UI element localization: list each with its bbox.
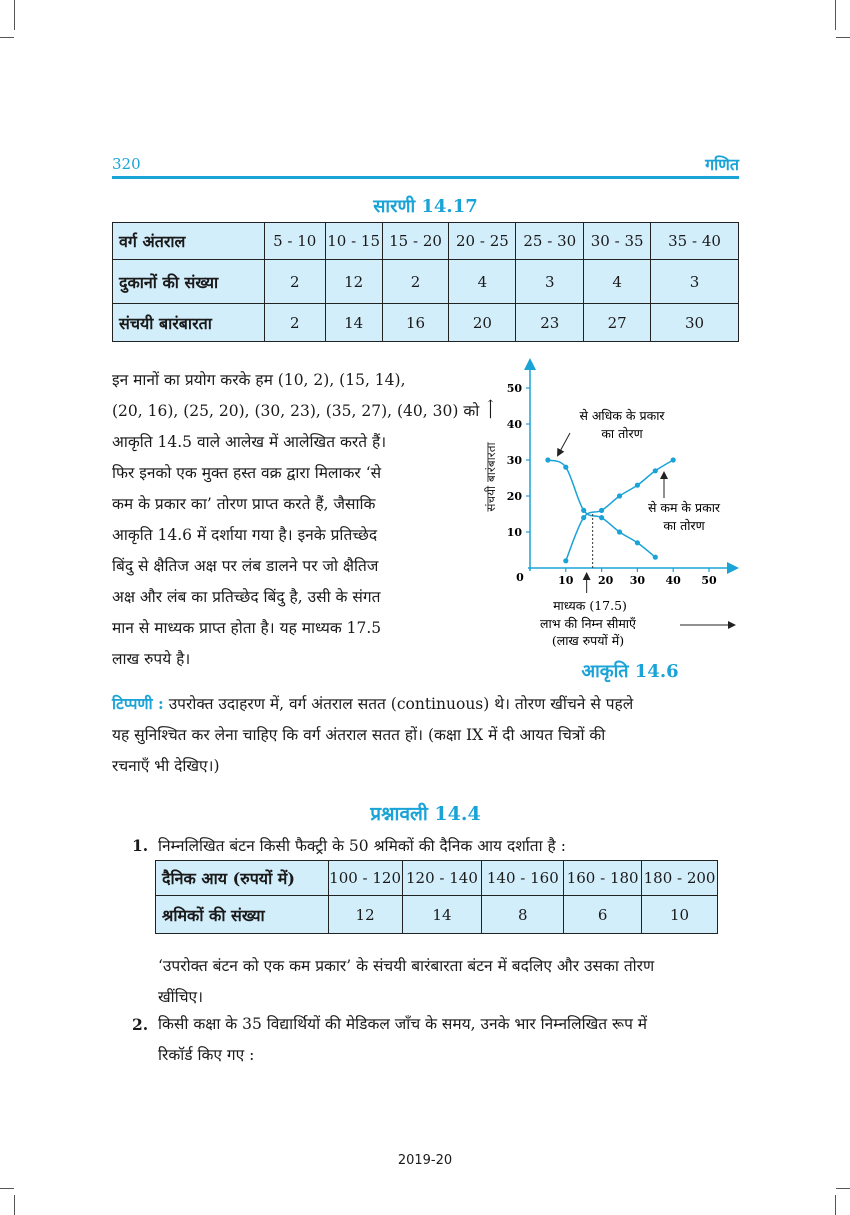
question-text xyxy=(158,1009,740,1071)
less-than-annotation: से कम के प्रकार xyxy=(647,500,721,515)
table-cell: 16 xyxy=(382,304,449,342)
paragraph-line: लाख रुपये है। xyxy=(112,650,191,668)
figure-caption: आकृति 14.6 xyxy=(581,661,679,682)
x-tick-label: 10 xyxy=(558,574,574,587)
header-rule xyxy=(112,176,739,179)
table-row xyxy=(156,861,718,896)
more-than-point xyxy=(653,555,658,560)
row-label: वर्ग अंतराल xyxy=(113,223,265,260)
question-line: किसी कक्षा के 35 विद्यार्थियों की मेडिकल जाँच के समय, उनके भार निम्नलिखित रूप में xyxy=(158,1015,648,1033)
table-cell: 10 - 15 xyxy=(325,223,382,260)
x-tick-label: 40 xyxy=(665,574,681,587)
table-cell: 5 - 10 xyxy=(264,223,325,260)
table-cell: 120 - 140 xyxy=(402,861,482,896)
paragraph-line: अक्ष और लंब का प्रतिच्छेद बिंदु है, उसी के संगत xyxy=(112,588,381,606)
table-row xyxy=(113,304,739,342)
y-tick-label: 40 xyxy=(506,418,522,431)
less-than-point xyxy=(635,483,640,488)
table-cell: 35 - 40 xyxy=(651,223,739,260)
y-tick-label: 10 xyxy=(506,526,522,539)
table-row xyxy=(156,896,718,934)
table-cell: 12 xyxy=(328,896,402,934)
note-line: रचनाएँ भी देखिए।) xyxy=(112,757,220,775)
row-label: संचयी बारंबारता xyxy=(113,304,265,342)
table-cell: 2 xyxy=(264,304,325,342)
more-than-point xyxy=(635,540,640,545)
x-tick-label: 30 xyxy=(629,574,646,587)
ogive-figure xyxy=(472,355,750,685)
question-number: 2. xyxy=(132,1015,149,1034)
table-cell: 25 - 30 xyxy=(516,223,584,260)
y-tick-label: 20 xyxy=(506,490,522,503)
table-cell: 10 xyxy=(642,896,718,934)
table-cell: 2 xyxy=(264,260,325,304)
table-cell: 4 xyxy=(584,260,651,304)
x-ticks xyxy=(558,568,717,587)
table-cell: 30 - 35 xyxy=(584,223,651,260)
crop-mark xyxy=(0,37,14,38)
subject-title: गणित xyxy=(705,155,739,174)
note-line: उपरोक्त उदाहरण में, वर्ग अंतराल सतत (continuous) थे। तोरण खींचने से पहले xyxy=(168,695,634,713)
page-number: 320 xyxy=(112,155,141,173)
less-than-point xyxy=(653,468,658,473)
body-paragraph xyxy=(112,365,480,675)
row-label: दुकानों की संख्या xyxy=(113,260,265,304)
crop-mark xyxy=(836,1188,850,1189)
table-cell: 160 - 180 xyxy=(564,861,642,896)
less-than-point xyxy=(671,457,676,462)
median-label: माध्यक (17.5) xyxy=(553,598,627,613)
more-than-annotation: से अधिक के प्रकार xyxy=(579,408,665,423)
table-cell: 2 xyxy=(382,260,449,304)
cumulative-frequency-table xyxy=(112,222,739,342)
more-than-point xyxy=(545,457,550,462)
table-cell: 3 xyxy=(651,260,739,304)
y-axis-label-arrow: ⟶ xyxy=(483,398,499,420)
note-label: टिप्पणी : xyxy=(112,694,164,713)
y-ticks xyxy=(507,382,530,539)
table-row xyxy=(113,260,739,304)
paragraph-line: मान से माध्यक प्राप्त होता है। यह माध्यक 17.5 xyxy=(112,619,382,637)
crop-mark xyxy=(835,0,836,30)
crop-mark xyxy=(836,37,850,38)
less-than-annotation: का तोरण xyxy=(663,518,705,533)
question-text: निम्नलिखित बंटन किसी फैक्ट्री के 50 श्रमिकों की दैनिक आय दर्शाता है : xyxy=(158,837,566,855)
table-cell: 20 - 25 xyxy=(449,223,516,260)
x-axis-label: लाभ की निम्न सीमाएँ xyxy=(540,616,636,631)
origin-label: 0 xyxy=(516,571,524,584)
y-tick-label: 50 xyxy=(506,382,522,395)
followup-line: ‘उपरोक्त बंटन को एक कम प्रकार’ के संचयी बारंबारता बंटन में बदलिए और उसका तोरण xyxy=(158,957,655,975)
table-row xyxy=(113,223,739,260)
more-than-pointer xyxy=(558,433,570,455)
question-number: 1. xyxy=(132,836,149,855)
x-tick-label: 50 xyxy=(701,574,717,587)
crop-mark xyxy=(835,1195,836,1215)
note-paragraph xyxy=(112,688,740,782)
daily-income-table xyxy=(155,860,718,934)
paragraph-line: फिर इनको एक मुक्त हस्त वक्र द्वारा मिलाकर ‘से xyxy=(112,464,382,482)
table-cell: 23 xyxy=(516,304,584,342)
footer-year: 2019-20 xyxy=(397,1153,453,1168)
table-caption: सारणी 14.17 xyxy=(373,196,478,217)
table-cell: 27 xyxy=(584,304,651,342)
less-than-point xyxy=(617,493,622,498)
more-than-point xyxy=(581,508,586,513)
table-cell: 12 xyxy=(325,260,382,304)
question-followup xyxy=(158,951,740,1013)
paragraph-line: इन मानों का प्रयोग करके हम (10, 2), (15, 14), xyxy=(112,371,406,389)
table-cell: 14 xyxy=(402,896,482,934)
table-cell: 20 xyxy=(449,304,516,342)
paragraph-line: (20, 16), (25, 20), (30, 23), (35, 27), (40, 30) को xyxy=(112,402,480,420)
table-cell: 15 - 20 xyxy=(382,223,449,260)
table-cell: 4 xyxy=(449,260,516,304)
more-than-point xyxy=(617,529,622,534)
table-cell: 180 - 200 xyxy=(642,861,718,896)
paragraph-line: आकृति 14.6 में दर्शाया गया है। इनके प्रतिच्छेद xyxy=(112,526,378,544)
paragraph-line: आकृति 14.5 वाले आलेख में आलेखित करते हैं। xyxy=(112,433,387,451)
crop-mark xyxy=(14,1195,15,1215)
x-tick-label: 20 xyxy=(597,574,614,587)
crop-mark xyxy=(0,1188,14,1189)
less-than-point xyxy=(581,515,586,520)
table-cell: 140 - 160 xyxy=(482,861,564,896)
crop-mark xyxy=(14,0,15,30)
less-than-point xyxy=(563,558,568,563)
note-line: यह सुनिश्चित कर लेना चाहिए कि वर्ग अंतराल सतत हों। (कक्षा IX में दी आयत चित्रों की xyxy=(112,726,606,744)
question-line: रिकॉर्ड किए गए : xyxy=(158,1046,255,1064)
table-cell: 30 xyxy=(651,304,739,342)
followup-line: खींचिए। xyxy=(158,988,203,1006)
more-than-point xyxy=(599,515,604,520)
table-cell: 6 xyxy=(564,896,642,934)
more-than-annotation: का तोरण xyxy=(601,426,643,441)
less-than-point xyxy=(599,508,604,513)
exercise-title: प्रश्नावली 14.4 xyxy=(370,803,481,825)
more-than-point xyxy=(563,465,568,470)
paragraph-line: कम के प्रकार का’ तोरण प्राप्त करते हैं, जैसाकि xyxy=(112,495,376,513)
y-tick-label: 30 xyxy=(506,454,522,467)
x-axis-label-unit: (लाख रुपयों में) xyxy=(551,633,625,648)
table-cell: 3 xyxy=(516,260,584,304)
table-cell: 100 - 120 xyxy=(328,861,402,896)
table-cell: 8 xyxy=(482,896,564,934)
page-header xyxy=(112,153,739,179)
row-label: श्रमिकों की संख्या xyxy=(156,896,329,934)
y-axis-label: संचयी बारंबारता xyxy=(484,442,498,512)
paragraph-line: बिंदु से क्षैतिज अक्ष पर लंब डालने पर जो क्षैतिज xyxy=(112,557,379,575)
table-cell: 14 xyxy=(325,304,382,342)
row-label: दैनिक आय (रुपयों में) xyxy=(156,861,329,896)
